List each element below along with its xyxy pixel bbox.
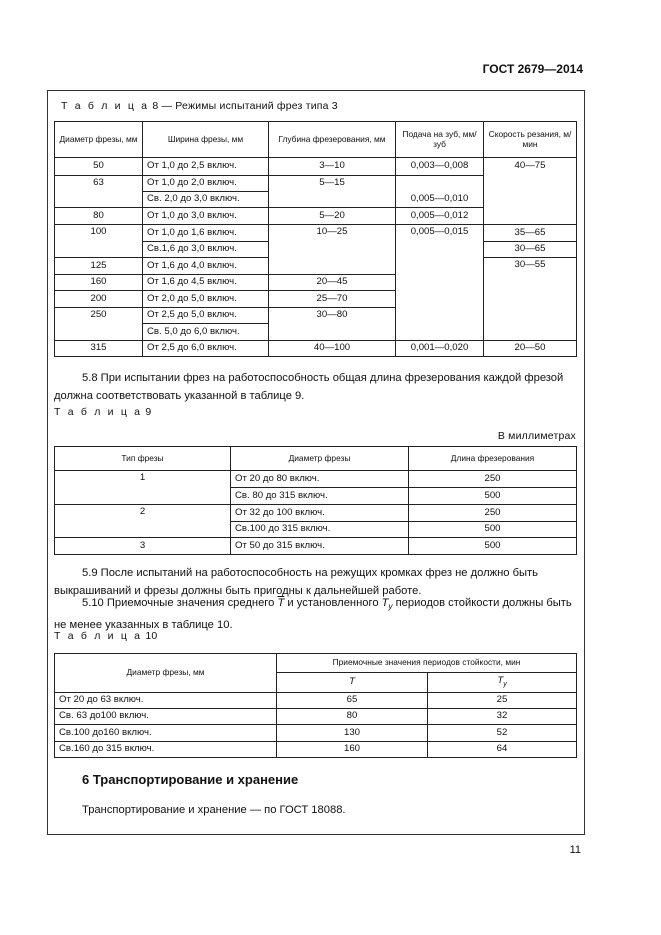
table8-header-row <box>55 122 577 158</box>
table-cell: 500 <box>409 488 577 505</box>
table-cell: От 32 до 100 включ. <box>231 505 409 522</box>
table-row <box>55 471 577 488</box>
table8-header-depth: Глубина фрезерования, мм <box>269 122 396 158</box>
table-cell: От 1,6 до 4,5 включ. <box>143 275 269 291</box>
table10-caption-text: 10 <box>142 630 158 642</box>
table-cell: 30—55 <box>484 258 577 341</box>
table8-header-feed: Подача на зуб, мм/зуб <box>396 122 484 158</box>
table-cell: Св.100 до 315 включ. <box>231 522 409 538</box>
paragraph-5-10 <box>54 594 577 634</box>
table10-caption-word: Т а б л и ц а <box>54 630 143 642</box>
table-cell: 20—50 <box>484 341 577 357</box>
table-cell: 160 <box>55 275 143 291</box>
table-cell: 64 <box>428 742 577 758</box>
table-cell: Св.100 до160 включ. <box>55 725 277 742</box>
table-cell: 50 <box>55 158 143 176</box>
table-cell: 10—25 <box>269 225 396 275</box>
table9-caption-text: 9 <box>142 406 152 418</box>
table-cell: 65 <box>277 693 428 709</box>
table9-caption-word: Т а б л и ц а <box>54 406 143 418</box>
paragraph-5-10-part1: 5.10 Приемочные значения среднего <box>82 597 278 609</box>
table10-header-row <box>55 654 577 673</box>
table10-header-Ty <box>428 673 577 693</box>
standard-designation: ГОСТ 2679—2014 <box>482 62 583 76</box>
table-row <box>55 725 577 742</box>
table-cell: 5—20 <box>269 208 396 225</box>
table-cell: 130 <box>277 725 428 742</box>
table-cell: 5—15 <box>269 176 396 208</box>
section-6-text: Транспортирование и хранение — по ГОСТ 18088. <box>82 804 346 816</box>
table-cell: От 2,5 до 5,0 включ. <box>143 308 269 324</box>
table-cell: От 1,0 до 2,5 включ. <box>143 158 269 176</box>
table9 <box>54 446 577 555</box>
paragraph-5-10-part2: и установленного <box>284 597 382 609</box>
paragraph-5-9: 5.9 После испытаний на работоспособность на режущих кромках фрез не должно быть выкрашиваний и фрезы должны быть пригодны к дальнейшей работе. <box>54 567 539 597</box>
symbol-Ty-sub: y <box>388 602 393 612</box>
table-cell: От 1,6 до 4,0 включ. <box>143 258 269 275</box>
table10-header-periods: Приемочные значения периодов стойкости, мин <box>277 654 577 673</box>
table-cell: Св.1,6 до 3,0 включ. <box>143 242 269 258</box>
symbol-Ty-base: T <box>381 597 389 609</box>
table10-caption <box>54 630 157 642</box>
table-row <box>55 505 577 522</box>
table10-header-T: T <box>277 673 428 693</box>
table-row <box>55 742 577 758</box>
table-cell: От 1,0 до 3,0 включ. <box>143 208 269 225</box>
table8-caption <box>61 100 338 112</box>
table-cell: 0,003—0,008 <box>396 158 484 176</box>
table-cell: Св.160 до 315 включ. <box>55 742 277 758</box>
table-cell: 3 <box>55 538 231 555</box>
table-cell: 200 <box>55 291 143 308</box>
table9-header-type: Тип фрезы <box>55 447 231 471</box>
table8-header-speed: Скорость резания, м/мин <box>484 122 577 158</box>
table-cell: 25—70 <box>269 291 396 308</box>
table-cell: 250 <box>409 471 577 488</box>
table-cell: 125 <box>55 258 143 275</box>
page-number: 11 <box>569 844 581 856</box>
section-6-title: 6 Транспортирование и хранение <box>82 772 299 787</box>
table-cell: 40—75 <box>484 158 577 225</box>
table-cell: 0,005—0,015 <box>396 225 484 341</box>
paragraph-5-8: 5.8 При испытании фрез на работоспособность общая длина фрезерования каждой фрезой должна соответствовать указанной в таблице 9. <box>54 372 564 402</box>
table-row <box>55 341 577 357</box>
table-cell: 1 <box>55 471 231 505</box>
table-cell: От 2,5 до 6,0 включ. <box>143 341 269 357</box>
table-cell: 160 <box>277 742 428 758</box>
table-cell: От 1,0 до 1,6 включ. <box>143 225 269 242</box>
table-cell: Св. 80 до 315 включ. <box>231 488 409 505</box>
table10 <box>54 653 577 758</box>
table-cell: 0,005—0,012 <box>396 208 484 225</box>
table9-header-diameter: Диаметр фрезы <box>231 447 409 471</box>
table-cell: 32 <box>428 709 577 725</box>
table-cell: 30—80 <box>269 308 396 341</box>
table-cell: 0,005—0,010 <box>396 192 484 208</box>
table-cell: 35—65 <box>484 225 577 242</box>
table-cell: 100 <box>55 225 143 258</box>
table9-header-row <box>55 447 577 471</box>
table-cell: Св. 5,0 до 6,0 включ. <box>143 324 269 341</box>
table-cell: 500 <box>409 522 577 538</box>
table-cell: 0,001—0,020 <box>396 341 484 357</box>
table-cell: Св. 63 до100 включ. <box>55 709 277 725</box>
table-cell: 63 <box>55 176 143 208</box>
table-cell: 30—65 <box>484 242 577 258</box>
table-cell: От 20 до 80 включ. <box>231 471 409 488</box>
table-cell: 2 <box>55 505 231 538</box>
table-cell: 250 <box>55 308 143 341</box>
table-cell: От 2,0 до 5,0 включ. <box>143 291 269 308</box>
table-cell: 315 <box>55 341 143 357</box>
table-cell: От 20 до 63 включ. <box>55 693 277 709</box>
table-row <box>55 709 577 725</box>
table10-header-diameter: Диаметр фрезы, мм <box>55 654 277 693</box>
symbol-Ty <box>381 597 393 612</box>
table-cell: 52 <box>428 725 577 742</box>
table-row <box>55 225 577 242</box>
table8-caption-word: Т а б л и ц а <box>61 100 150 112</box>
table-cell: 250 <box>409 505 577 522</box>
table9-header-length: Длина фрезерования <box>409 447 577 471</box>
table8-header-diameter: Диаметр фрезы, мм <box>55 122 143 158</box>
table-cell: Св. 2,0 до 3,0 включ. <box>143 192 269 208</box>
table-cell: От 1,0 до 2,0 включ. <box>143 176 269 192</box>
table-cell: 3—10 <box>269 158 396 176</box>
table-cell: 80 <box>277 709 428 725</box>
table-row <box>55 538 577 555</box>
table10-header-Ty-sub: y <box>503 681 507 689</box>
table-cell: 25 <box>428 693 577 709</box>
table10-header-Ty-base: T <box>497 675 504 687</box>
table8 <box>54 121 577 357</box>
table-cell <box>396 176 484 192</box>
table9-units: В миллиметрах <box>497 430 576 442</box>
table-row <box>55 158 577 176</box>
table-row <box>55 693 577 709</box>
paragraph-5-10-part3: периодов стойкости должны быть не менее указанных в таблице 10. <box>54 597 572 632</box>
table-cell: 80 <box>55 208 143 225</box>
table8-header-width: Ширина фрезы, мм <box>143 122 269 158</box>
table9-caption <box>54 406 151 418</box>
table-cell: От 50 до 315 включ. <box>231 538 409 555</box>
symbol-mean-T: $\overline{T}$ <box>277 597 285 609</box>
table-cell: 500 <box>409 538 577 555</box>
table8-caption-text: 8 — Режимы испытаний фрез типа 3 <box>149 100 338 112</box>
table-cell: 40—100 <box>269 341 396 357</box>
table-cell: 20—45 <box>269 275 396 291</box>
